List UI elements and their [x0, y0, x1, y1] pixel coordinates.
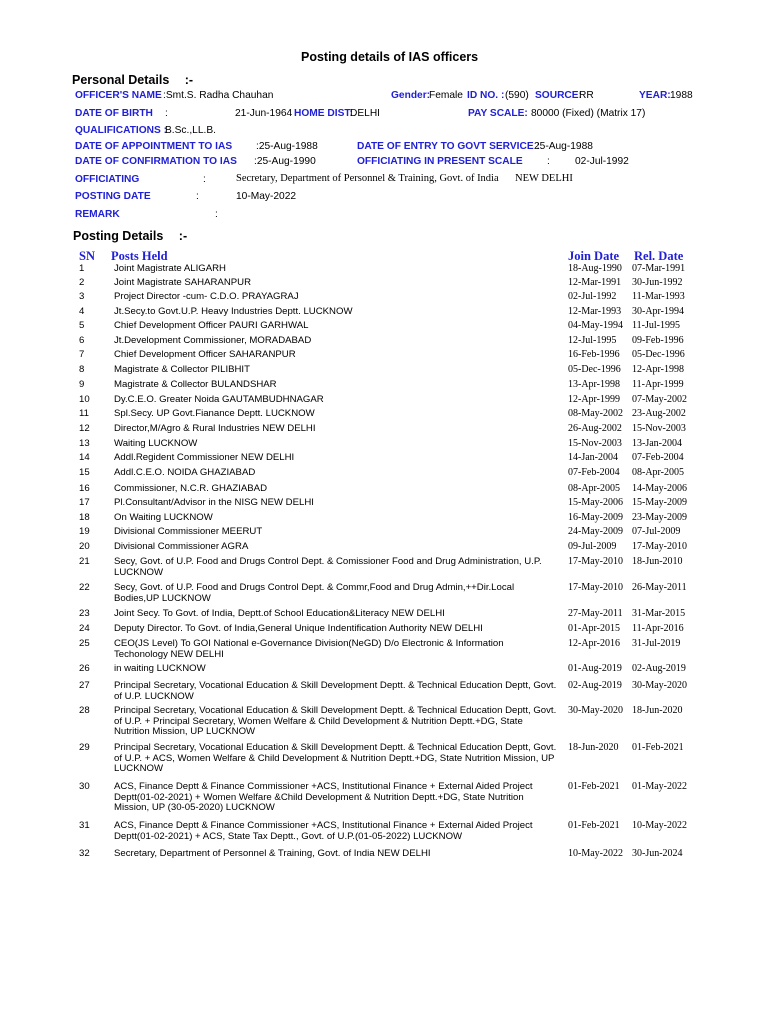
column-header-posts-held: Posts Held	[111, 249, 168, 263]
row-join-date: 12-Mar-1991	[568, 277, 622, 288]
row-sn: 22	[79, 582, 90, 593]
row-post: Secy, Govt. of U.P. Food and Drugs Control Dept. & Commr,Food and Drug Admin,++Dir.Local Bodies,UP LUCKNOW	[114, 582, 515, 604]
personal-heading-sep: :-	[184, 73, 194, 87]
year-value: 1988	[670, 90, 693, 101]
id-label: ID NO. :	[467, 90, 505, 101]
row-sn: 12	[79, 423, 90, 434]
row-sn: 26	[79, 663, 90, 674]
year-label: YEAR:	[639, 90, 671, 101]
row-rel-date: 12-Apr-1998	[632, 364, 685, 375]
gender-label: Gender:	[391, 90, 431, 101]
row-join-date: 17-May-2010	[568, 556, 623, 567]
present-scale-value: 02-Jul-1992	[575, 156, 629, 167]
row-sn: 10	[79, 394, 90, 405]
row-post: Commissioner, N.C.R. GHAZIABAD	[114, 483, 267, 494]
officiating-sep: :	[203, 174, 206, 185]
row-sn: 24	[79, 623, 90, 634]
row-post: Addl.C.E.O. NOIDA GHAZIABAD	[114, 467, 256, 478]
row-join-date: 17-May-2010	[568, 582, 623, 593]
row-post: Principal Secretary, Vocational Education & Skill Development Deptt. & Technical Education Deptt, Govt. of U.P. + Principal Secretary, Women Welfare & Child Development & Nutrition Deptt.+DG, State Nutrition Mission, UP LUCKNOW	[114, 705, 557, 737]
row-rel-date: 10-May-2022	[632, 820, 687, 831]
row-join-date: 27-May-2011	[568, 608, 623, 619]
row-post: Divisional Commissioner MEERUT	[114, 526, 263, 537]
row-rel-date: 14-May-2006	[632, 483, 687, 494]
row-sn: 9	[79, 379, 85, 390]
row-join-date: 05-Dec-1996	[568, 364, 621, 375]
pay-scale-label: PAY SCALE:	[468, 108, 528, 119]
row-rel-date: 07-Jul-2009	[632, 526, 681, 537]
row-join-date: 04-May-1994	[568, 320, 623, 331]
row-join-date: 01-Feb-2021	[568, 781, 620, 792]
row-post: Joint Magistrate SAHARANPUR	[114, 277, 252, 288]
entry-label: DATE OF ENTRY TO GOVT SERVICE :	[357, 141, 540, 152]
row-rel-date: 31-Jul-2019	[632, 638, 681, 649]
personal-details-heading	[72, 73, 193, 87]
row-join-date: 07-Feb-2004	[568, 467, 620, 478]
row-rel-date: 26-May-2011	[632, 582, 687, 593]
row-sn: 30	[79, 781, 90, 792]
row-sn: 29	[79, 742, 90, 753]
row-rel-date: 23-Aug-2002	[632, 408, 686, 419]
column-header-join-date: Join Date	[568, 249, 620, 263]
row-sn: 4	[79, 306, 85, 317]
row-post: Secretary, Department of Personnel & Training, Govt. of India NEW DELHI	[114, 848, 431, 859]
row-rel-date: 31-Mar-2015	[632, 608, 686, 619]
row-sn: 15	[79, 467, 90, 478]
row-join-date: 18-Aug-1990	[568, 263, 622, 274]
row-post: Principal Secretary, Vocational Education & Skill Development Deptt. & Technical Education Deptt, Govt. of U.P. LUCKNOW	[114, 680, 557, 702]
row-join-date: 01-Feb-2021	[568, 820, 620, 831]
posting-heading-text: Posting Details	[73, 229, 164, 243]
dob-sep: :	[165, 108, 168, 119]
row-sn: 8	[79, 364, 85, 375]
row-post: Secy, Govt. of U.P. Food and Drugs Control Dept. & Comissioner Food and Drug Administration, U.P. LUCKNOW	[114, 556, 542, 578]
row-post: Joint Magistrate ALIGARH	[114, 263, 226, 274]
row-rel-date: 07-May-2002	[632, 394, 687, 405]
row-join-date: 24-May-2009	[568, 526, 623, 537]
qualifications-value: B.Sc.,LL.B.	[165, 125, 216, 136]
row-join-date: 08-Apr-2005	[568, 483, 621, 494]
row-join-date: 30-May-2020	[568, 705, 623, 716]
row-post: Principal Secretary, Vocational Education & Skill Development Deptt. & Technical Education Deptt, Govt. of U.P. + ACS, Women Welfare & Child Development & Nutrition Deptt.+DG, State Nutrition Mission, UP LUCKNOW	[114, 742, 557, 774]
row-sn: 11	[79, 408, 89, 419]
dob-label: DATE OF BIRTH	[75, 108, 153, 119]
row-join-date: 12-Mar-1993	[568, 306, 622, 317]
row-join-date: 15-May-2006	[568, 497, 623, 508]
id-value: (590)	[505, 90, 529, 101]
row-sn: 23	[79, 608, 90, 619]
present-scale-sep: :	[547, 156, 550, 167]
row-rel-date: 13-Jan-2004	[632, 438, 682, 449]
row-post: Chief Development Officer SAHARANPUR	[114, 349, 296, 360]
row-post: ACS, Finance Deptt & Finance Commissioner +ACS, Institutional Finance + External Aided Project Deptt(01-02-2021) + ACS, State Tax Deptt., Govt. of U.P.(01-05-2022) LUCKNOW	[114, 820, 533, 842]
row-rel-date: 11-Apr-2016	[632, 623, 684, 634]
posting-date-value: 10-May-2022	[236, 191, 297, 202]
entry-value: 25-Aug-1988	[534, 141, 593, 152]
row-sn: 20	[79, 541, 90, 552]
row-sn: 14	[79, 452, 90, 463]
row-post: Divisional Commissioner AGRA	[114, 541, 249, 552]
officers-name-label: OFFICER'S NAME	[75, 90, 162, 101]
column-header-rel-date: Rel. Date	[634, 249, 684, 263]
row-rel-date: 01-Feb-2021	[632, 742, 684, 753]
row-rel-date: 11-Mar-1993	[632, 291, 685, 302]
posting-date-sep: :	[196, 191, 199, 202]
row-sn: 7	[79, 349, 85, 360]
row-sn: 2	[79, 277, 85, 288]
row-sn: 5	[79, 320, 85, 331]
row-rel-date: 30-Jun-1992	[632, 277, 683, 288]
row-rel-date: 11-Jul-1995	[632, 320, 680, 331]
row-post: Dy.C.E.O. Greater Noida GAUTAMBUDHNAGAR	[114, 394, 324, 405]
confirmation-label: DATE OF CONFIRMATION TO IAS	[75, 156, 237, 167]
row-join-date: 26-Aug-2002	[568, 423, 622, 434]
row-post: Project Director -cum- C.D.O. PRAYAGRAJ	[114, 291, 299, 302]
row-post: ACS, Finance Deptt & Finance Commissioner +ACS, Institutional Finance + External Aided Project Deptt(01-02-2021) + Women Welfare &Child Development & Nutrition Deptt.+DG, State Nutrition Mission, UP (30-05-2020) LUCKNOW	[114, 781, 533, 813]
row-join-date: 16-May-2009	[568, 512, 623, 523]
row-sn: 18	[79, 512, 90, 523]
row-join-date: 01-Aug-2019	[568, 663, 622, 674]
officiating-value: Secretary, Department of Personnel & Training, Govt. of India	[236, 173, 499, 184]
officiating-place: NEW DELHI	[515, 173, 573, 184]
row-rel-date: 01-May-2022	[632, 781, 687, 792]
personal-heading-text: Personal Details	[72, 73, 170, 87]
row-post: Magistrate & Collector BULANDSHAR	[114, 379, 277, 390]
row-sn: 32	[79, 848, 90, 859]
row-sn: 28	[79, 705, 90, 716]
row-post: Pl.Consultant/Advisor in the NISG NEW DELHI	[114, 497, 314, 508]
row-rel-date: 30-Apr-1994	[632, 306, 685, 317]
row-sn: 31	[79, 820, 90, 831]
officiating-label: OFFICIATING	[75, 174, 140, 185]
row-join-date: 12-Apr-1999	[568, 394, 621, 405]
row-post: Chief Development Officer PAURI GARHWAL	[114, 320, 309, 331]
row-sn: 16	[79, 483, 90, 494]
row-post: Magistrate & Collector PILIBHIT	[114, 364, 250, 375]
row-rel-date: 07-Feb-2004	[632, 452, 684, 463]
posting-details-heading	[73, 229, 187, 243]
row-post: Jt.Secy.to Govt.U.P. Heavy Industries Deptt. LUCKNOW	[114, 306, 353, 317]
pay-scale-value: 80000 (Fixed) (Matrix 17)	[531, 108, 646, 119]
row-post: Joint Secy. To Govt. of India, Deptt.of School Education&Literacy NEW DELHI	[114, 608, 445, 619]
source-value: RR	[579, 90, 594, 101]
row-sn: 21	[79, 556, 90, 567]
row-post: Deputy Director. To Govt. of India,General Unique Indentification Authority NEW DELHI	[114, 623, 483, 634]
remark-label: REMARK	[75, 209, 120, 220]
home-dist-value: DELHI	[350, 108, 381, 119]
posting-date-label: POSTING DATE	[75, 191, 151, 202]
gender-value: Female	[429, 90, 463, 101]
row-post: Waiting LUCKNOW	[114, 438, 198, 449]
row-rel-date: 23-May-2009	[632, 512, 687, 523]
officers-name-value: :Smt.S. Radha Chauhan	[163, 90, 274, 101]
row-post: CEO(JS Level) To GOI National e-Governance Division(NeGD) D/o Electronic & Information Techonology NEW DELHI	[114, 638, 504, 660]
row-rel-date: 08-Apr-2005	[632, 467, 685, 478]
row-rel-date: 15-Nov-2003	[632, 423, 686, 434]
row-sn: 3	[79, 291, 85, 302]
row-join-date: 12-Apr-2016	[568, 638, 621, 649]
row-join-date: 16-Feb-1996	[568, 349, 620, 360]
row-rel-date: 30-May-2020	[632, 680, 687, 691]
present-scale-label: OFFICIATING IN PRESENT SCALE	[357, 156, 523, 167]
dob-value: 21-Jun-1964	[235, 108, 293, 119]
row-rel-date: 30-Jun-2024	[632, 848, 683, 859]
column-header-sn: SN	[79, 249, 95, 263]
row-post: Director,M/Agro & Rural Industries NEW DELHI	[114, 423, 316, 434]
row-join-date: 01-Apr-2015	[568, 623, 621, 634]
row-rel-date: 09-Feb-1996	[632, 335, 684, 346]
home-dist-label: HOME DIST:	[294, 108, 353, 119]
document-title: Posting details of IAS officers	[301, 50, 479, 64]
row-sn: 6	[79, 335, 85, 346]
row-sn: 25	[79, 638, 90, 649]
source-label: SOURCE:	[535, 90, 582, 101]
row-rel-date: 17-May-2010	[632, 541, 687, 552]
row-sn: 27	[79, 680, 90, 691]
row-join-date: 15-Nov-2003	[568, 438, 622, 449]
row-rel-date: 11-Apr-1999	[632, 379, 684, 390]
remark-sep: :	[215, 209, 218, 220]
row-rel-date: 15-May-2009	[632, 497, 687, 508]
row-post: Spl.Secy. UP Govt.Fianance Deptt. LUCKNOW	[114, 408, 315, 419]
confirmation-value: :25-Aug-1990	[254, 156, 316, 167]
row-join-date: 10-May-2022	[568, 848, 623, 859]
row-sn: 17	[79, 497, 90, 508]
row-join-date: 02-Jul-1992	[568, 291, 617, 302]
row-join-date: 02-Aug-2019	[568, 680, 622, 691]
appointment-value: :25-Aug-1988	[256, 141, 318, 152]
row-sn: 1	[79, 263, 85, 274]
row-join-date: 13-Apr-1998	[568, 379, 621, 390]
row-post: Addl.Regident Commissioner NEW DELHI	[114, 452, 295, 463]
row-join-date: 08-May-2002	[568, 408, 623, 419]
row-post: Jt.Development Commissioner, MORADABAD	[114, 335, 312, 346]
row-rel-date: 02-Aug-2019	[632, 663, 686, 674]
posting-heading-sep: :-	[178, 229, 188, 243]
row-rel-date: 18-Jun-2010	[632, 556, 683, 567]
row-join-date: 09-Jul-2009	[568, 541, 617, 552]
appointment-label: DATE OF APPOINTMENT TO IAS	[75, 141, 233, 152]
row-sn: 13	[79, 438, 90, 449]
row-post: On Waiting LUCKNOW	[114, 512, 213, 523]
qualifications-label: QUALIFICATIONS :	[75, 125, 168, 136]
row-sn: 19	[79, 526, 90, 537]
row-post: in waiting LUCKNOW	[114, 663, 206, 674]
row-join-date: 14-Jan-2004	[568, 452, 618, 463]
row-rel-date: 05-Dec-1996	[632, 349, 685, 360]
row-rel-date: 18-Jun-2020	[632, 705, 683, 716]
row-rel-date: 07-Mar-1991	[632, 263, 686, 274]
row-join-date: 12-Jul-1995	[568, 335, 617, 346]
row-join-date: 18-Jun-2020	[568, 742, 619, 753]
